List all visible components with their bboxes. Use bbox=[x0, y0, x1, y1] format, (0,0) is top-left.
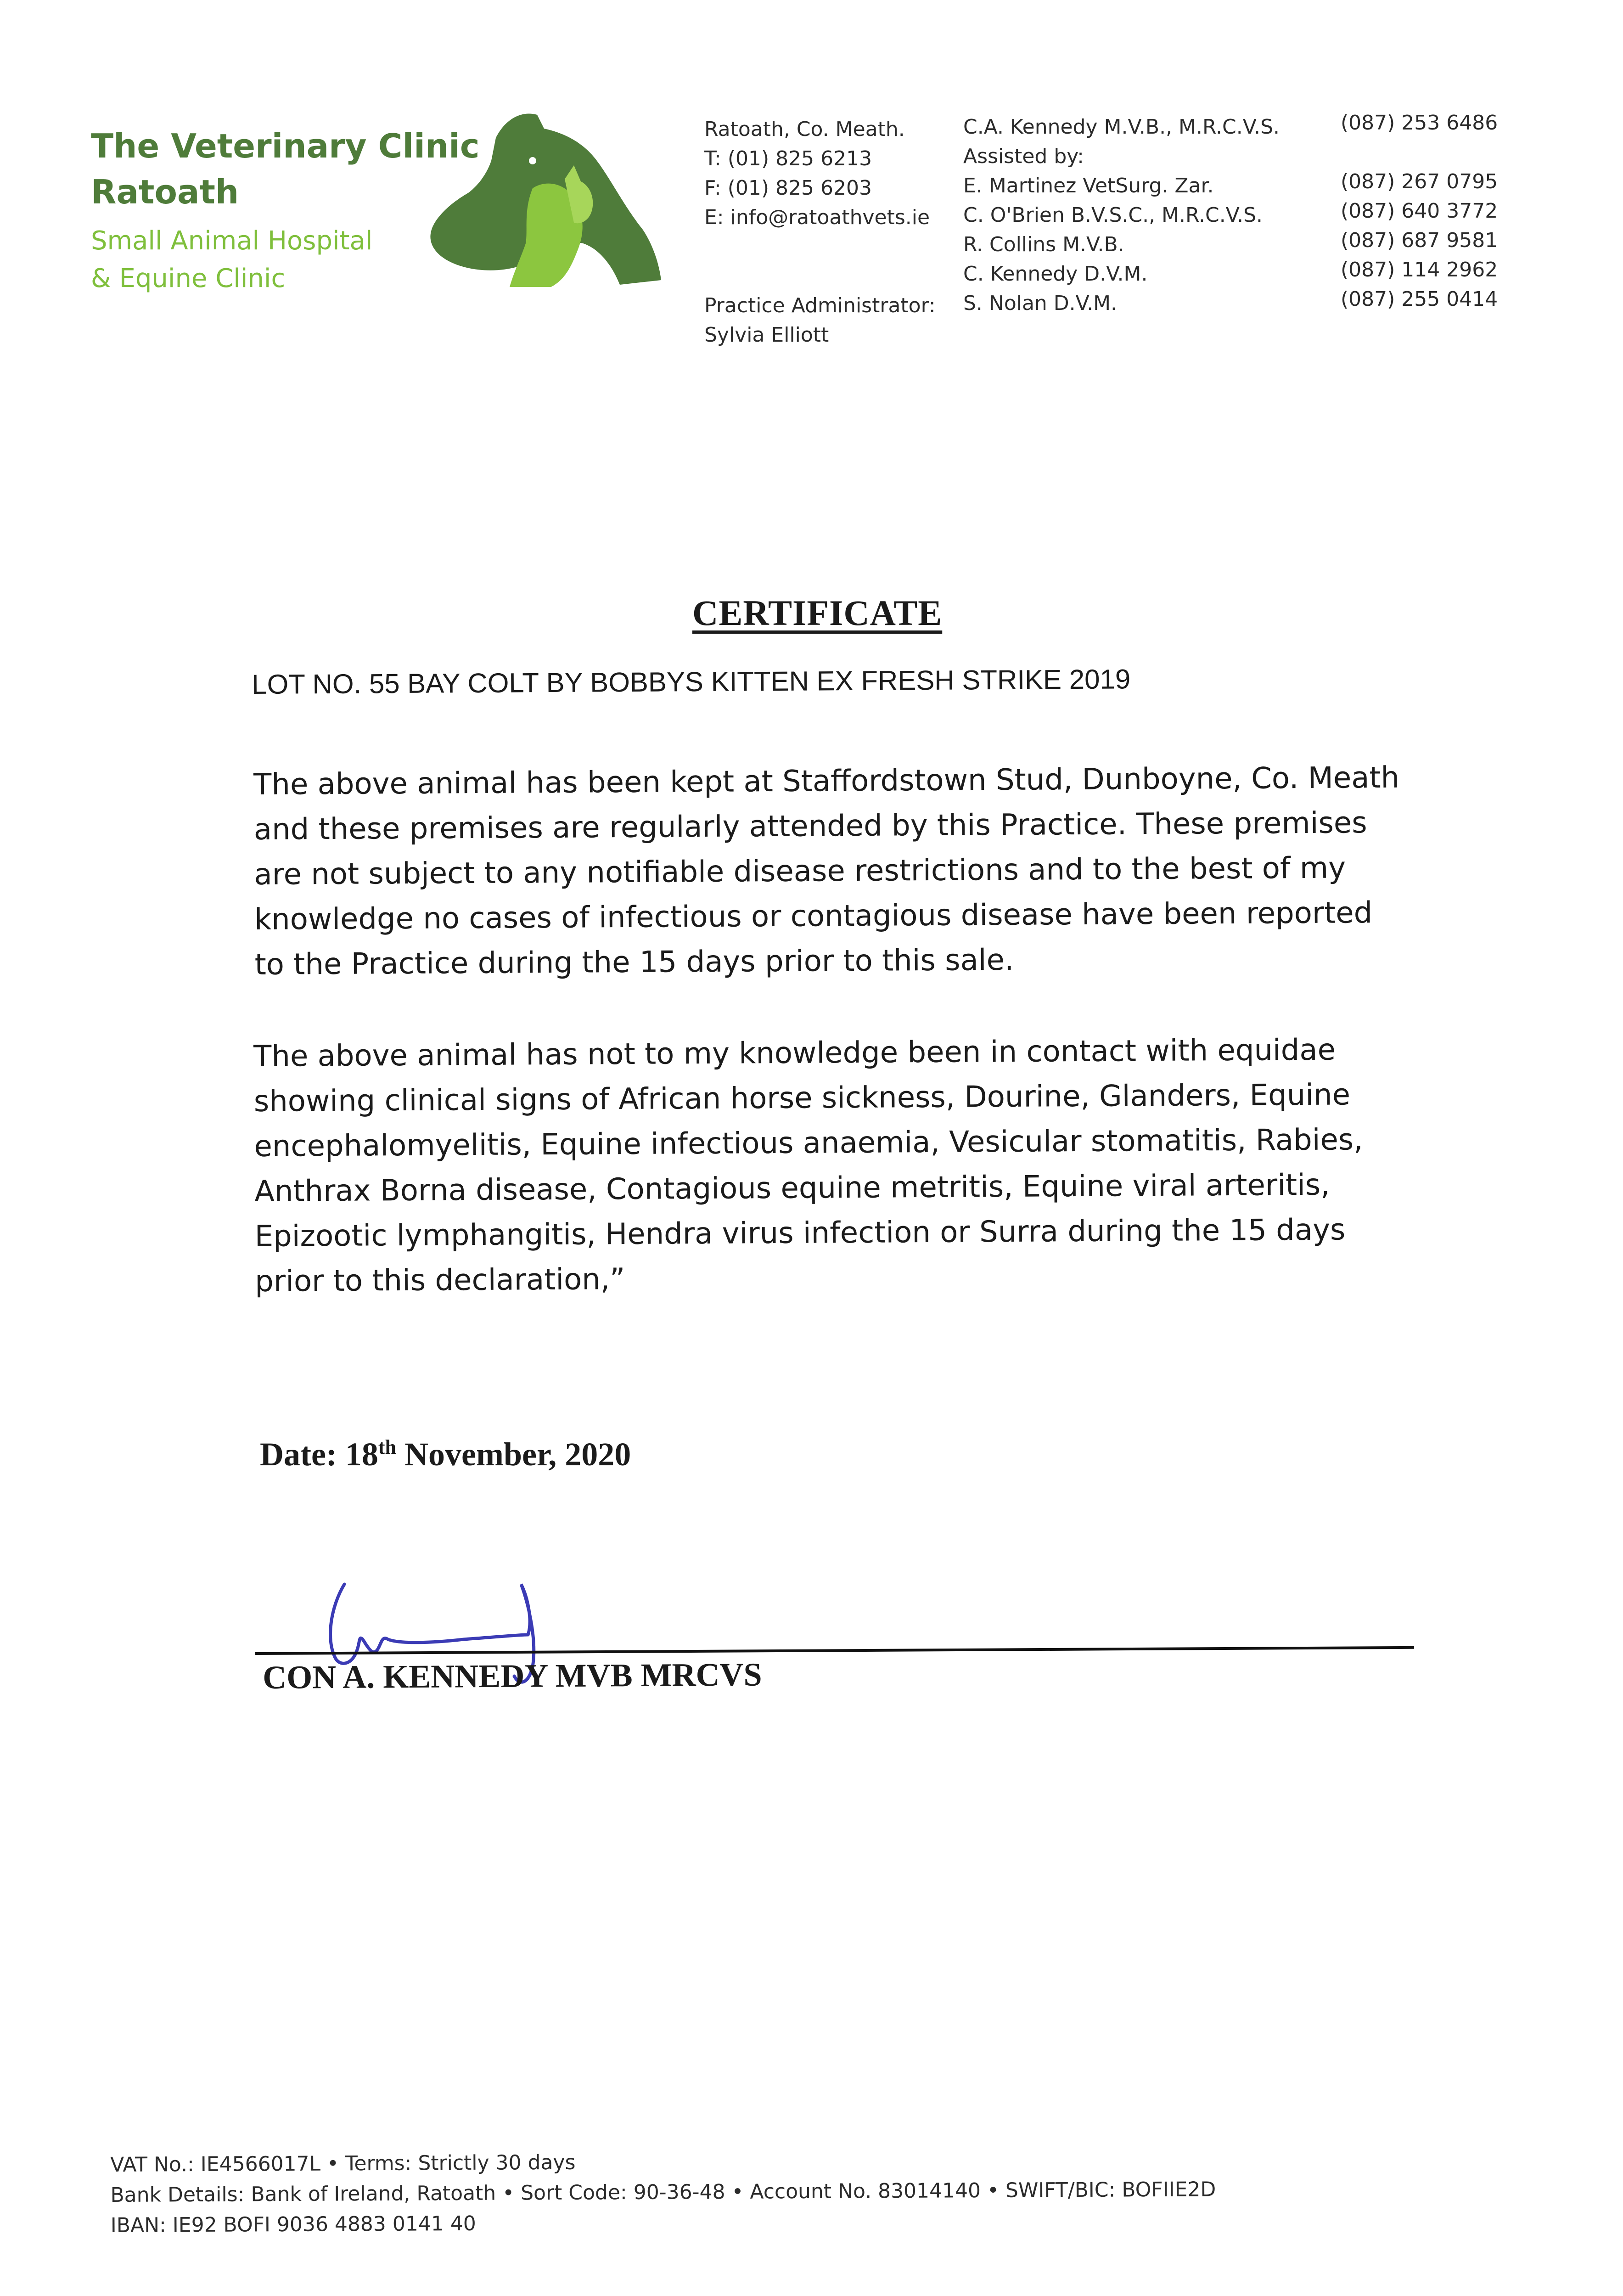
clinic-sub-line2: & Equine Clinic bbox=[91, 264, 286, 293]
clinic-address-block bbox=[704, 115, 936, 350]
phone-item: (087) 253 6486 bbox=[1341, 111, 1498, 135]
address-email: E: info@ratoathvets.ie bbox=[704, 206, 930, 229]
clinic-sub-line1: Small Animal Hospital bbox=[91, 226, 373, 256]
phone-spacer bbox=[1341, 138, 1498, 167]
staff-item: S. Nolan D.V.M. bbox=[963, 292, 1118, 315]
footer-iban: IBAN: IE92 BOFI 9036 4883 0141 40 bbox=[110, 2212, 476, 2237]
clinic-name bbox=[91, 123, 480, 215]
horse-and-pets-logo-icon bbox=[427, 110, 661, 289]
footer-bank: Bank Details: Bank of Ireland, Ratoath • Sort Code: 90-36-48 • Account No. 83014140 • SWIFT/BIC: BOFIIE2D bbox=[110, 2178, 1216, 2207]
clinic-name-line2: Ratoath bbox=[91, 173, 239, 211]
phone-item: (087) 687 9581 bbox=[1341, 229, 1498, 252]
address-spacer bbox=[704, 232, 936, 291]
admin-label: Practice Administrator: bbox=[704, 294, 936, 317]
staff-item: C.A. Kennedy M.V.B., M.R.C.V.S. bbox=[963, 115, 1280, 139]
staff-item: Assisted by: bbox=[963, 145, 1084, 168]
staff-item: R. Collins M.V.B. bbox=[963, 233, 1124, 256]
clinic-subtitle bbox=[91, 222, 372, 298]
phone-item: (087) 640 3772 bbox=[1341, 199, 1498, 223]
phone-item: (087) 114 2962 bbox=[1341, 258, 1498, 281]
staff-item: C. Kennedy D.V.M. bbox=[963, 262, 1148, 286]
date-rest: November, 2020 bbox=[396, 1436, 631, 1473]
date-label: Date: bbox=[260, 1436, 345, 1473]
staff-item: E. Martinez VetSurg. Zar. bbox=[963, 174, 1214, 197]
address-town: Ratoath, Co. Meath. bbox=[704, 118, 905, 141]
lot-description: LOT NO. 55 BAY COLT BY BOBBYS KITTEN EX FRESH STRIKE 2019 bbox=[252, 664, 1131, 700]
horse-eye bbox=[529, 157, 536, 164]
staff-list bbox=[963, 113, 1280, 318]
phone-item: (087) 255 0414 bbox=[1341, 287, 1498, 311]
certificate-date bbox=[260, 1435, 631, 1474]
staff-item: C. O'Brien B.V.S.C., M.R.C.V.S. bbox=[963, 203, 1263, 227]
date-suffix: th bbox=[378, 1436, 397, 1458]
address-fax: F: (01) 825 6203 bbox=[704, 176, 872, 200]
phone-list bbox=[1341, 108, 1498, 314]
clinic-name-line1: The Veterinary Clinic bbox=[91, 127, 480, 165]
admin-name: Sylvia Elliott bbox=[704, 323, 829, 347]
certificate-paragraph-2: The above animal has not to my knowledge been in contact with equidae showing clinical signs of African horse sickness, Dourine, Glanders, Equine encephalomyelitis, Equine infectious anaemia, Vesicular stomatitis, Rabies, Anthrax Borna disease, Contagious equine metritis, Equine viral arteritis, Epizootic lymphangitis, Hendra virus infection or Surra during the 15 days prior to this declaration,” bbox=[253, 1033, 1363, 1299]
date-day: 18 bbox=[345, 1436, 378, 1473]
footer bbox=[110, 2144, 1216, 2241]
signer-name: CON A. KENNEDY MVB MRCVS bbox=[263, 1656, 762, 1696]
phone-item: (087) 267 0795 bbox=[1341, 170, 1498, 193]
address-tel: T: (01) 825 6213 bbox=[704, 147, 872, 170]
certificate-paragraph-1: The above animal has been kept at Staffordstown Stud, Dunboyne, Co. Meath and these premises are regularly attended by this Practice. These premises are not subject to any notifiable disease restrictions and to the best of my knowledge no cases of infectious or contagious disease have been reported to the Practice during the 15 days prior to this sale. bbox=[253, 760, 1400, 982]
certificate-title: CERTIFICATE bbox=[692, 593, 943, 633]
footer-vat: VAT No.: IE4566017L • Terms: Strictly 30 days bbox=[110, 2150, 576, 2177]
